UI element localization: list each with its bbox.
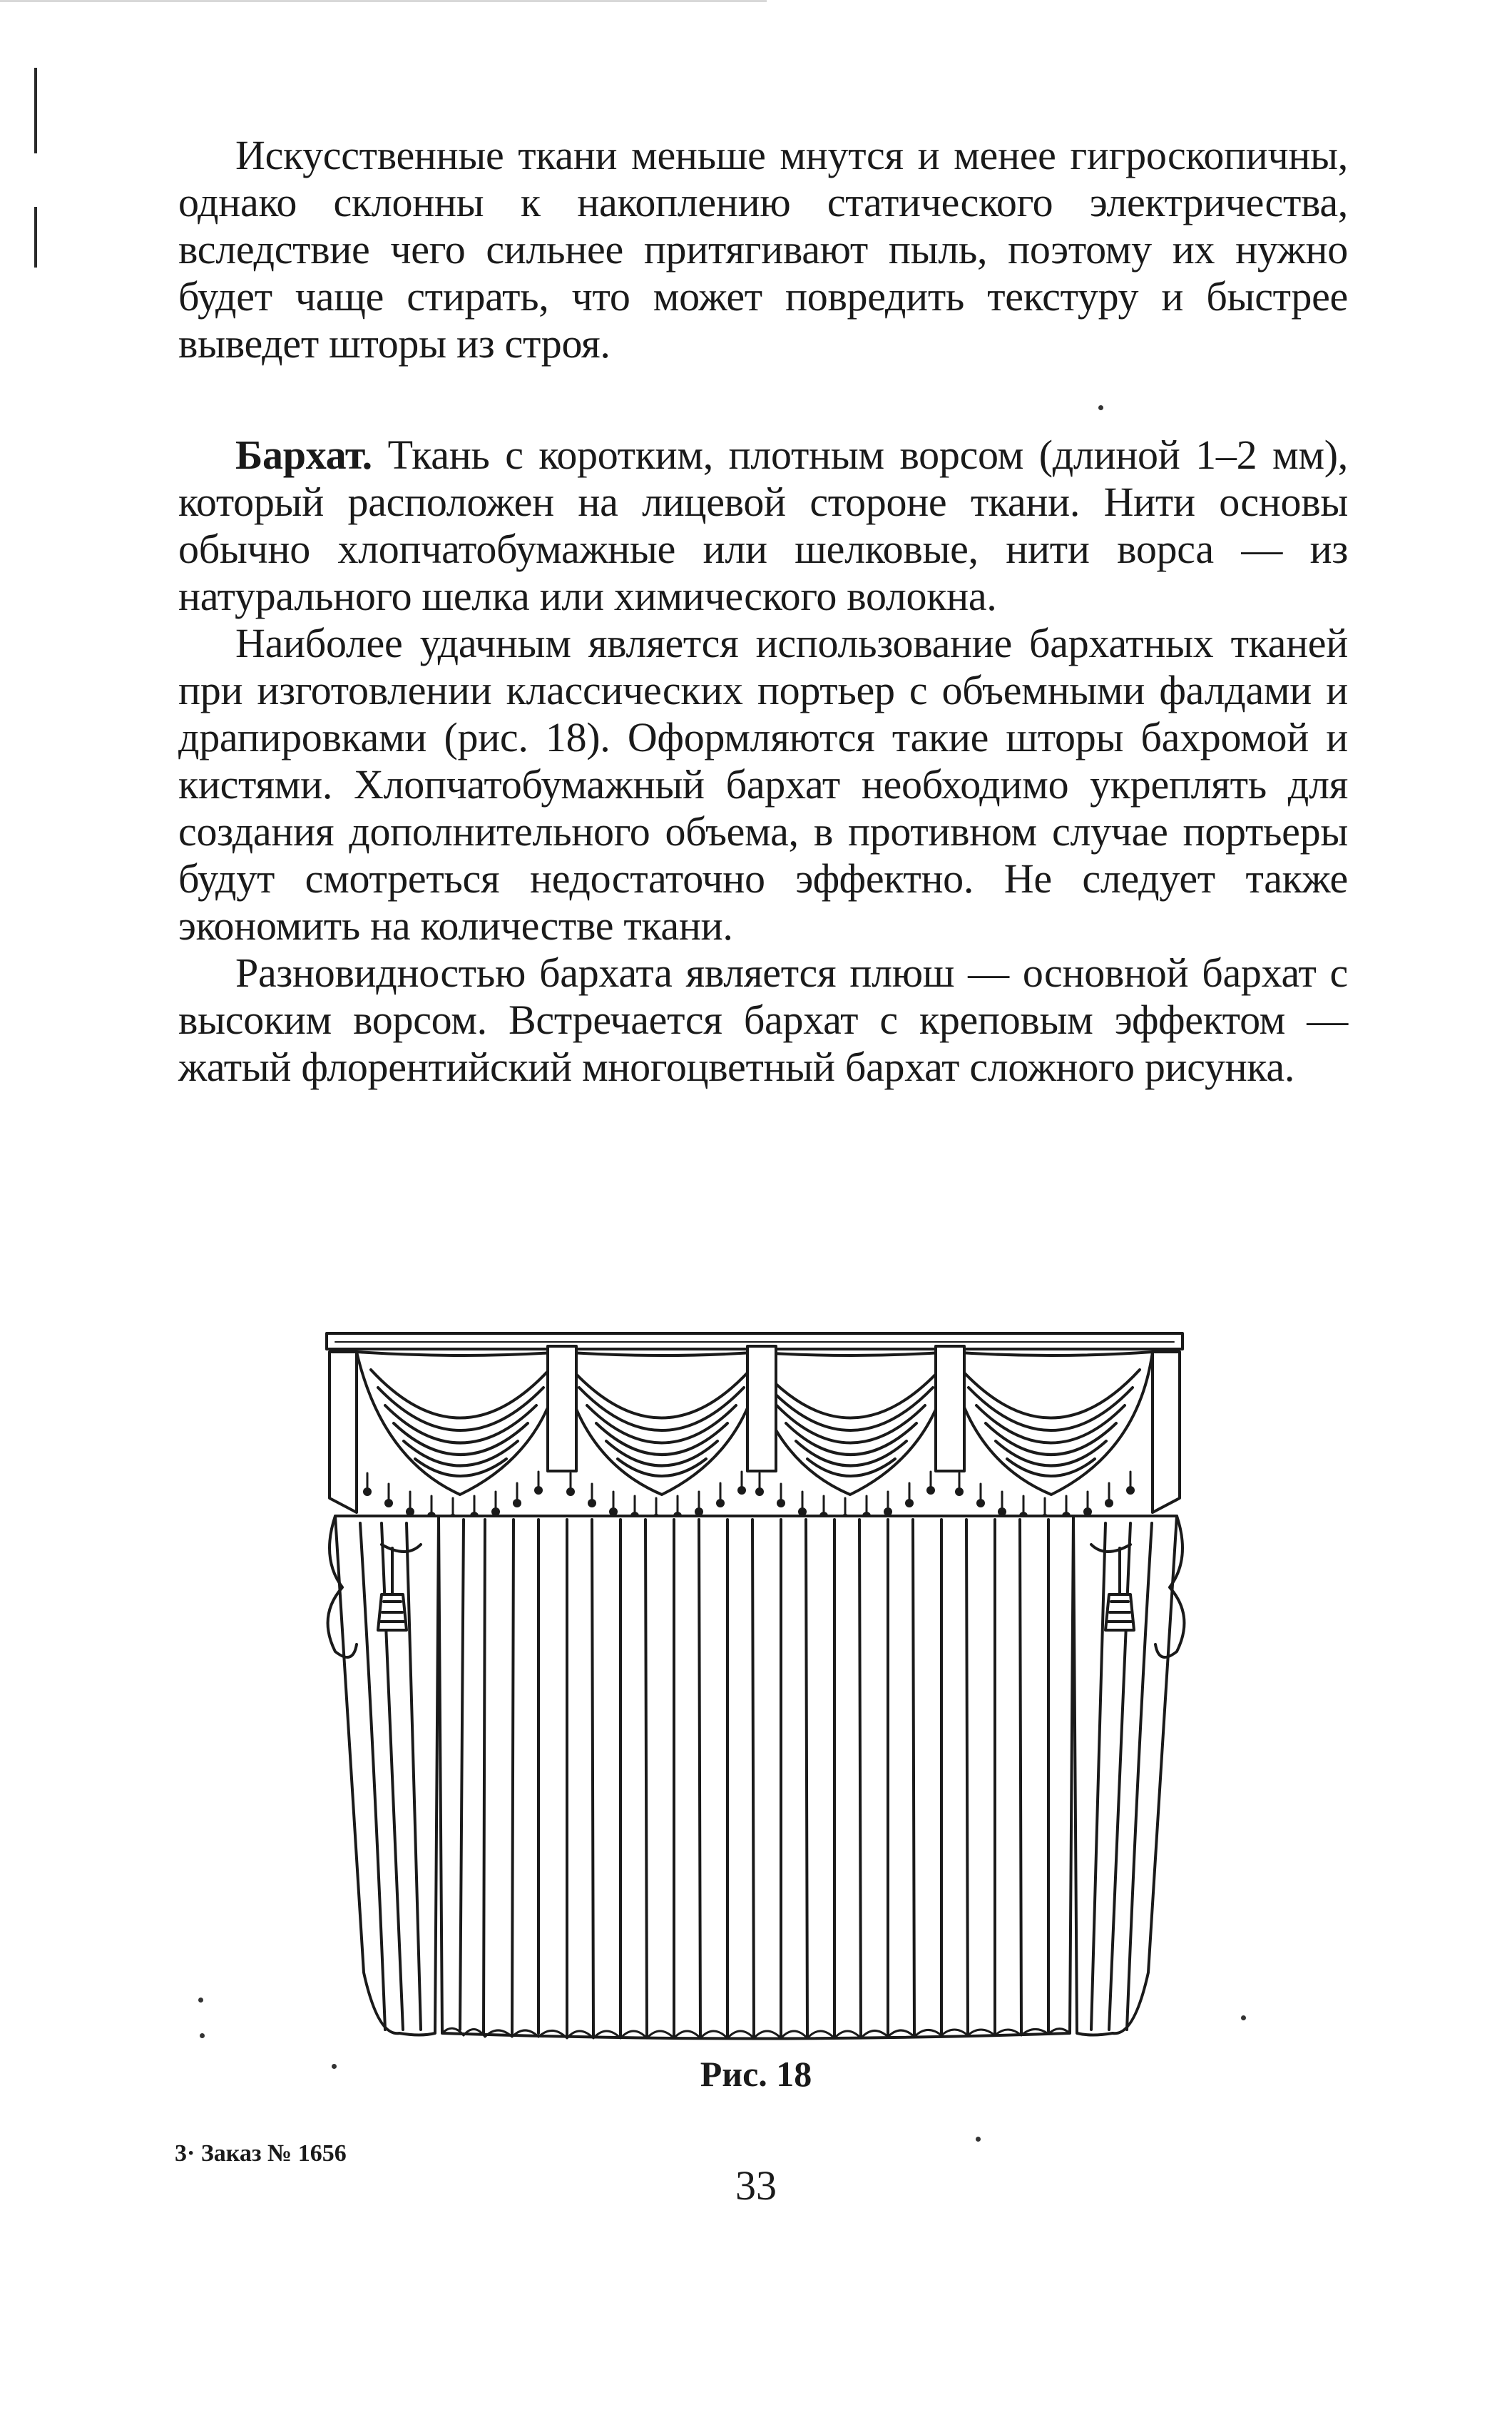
swag-left — [357, 1352, 563, 1495]
figure-caption: Рис. 18 — [700, 2054, 812, 2094]
term-velvet: Бархат. — [235, 432, 372, 478]
swag-middle-right — [749, 1352, 952, 1495]
jabot — [747, 1346, 776, 1471]
scan-top-edge — [0, 0, 767, 2]
print-order-note: 3· Заказ № 1656 — [175, 2140, 347, 2167]
scan-speck — [200, 2033, 205, 2038]
paragraph-text: Искусственные ткани меньше мнутся и менее гигроскопичны, однако склонны к накоплению статического электричества, вследствие чего сильнее притягивают пыль, поэтому их нужно будет чаще стирать, что может повредить текстуру и быстрее выведет шторы из строя. — [178, 132, 1348, 367]
paragraph-text: Ткань с коротким, плотным ворсом (длиной 1–2 мм), который расположен на лицевой стороне ткани. Нити основы обычно хлопчатобумажные или шелковые, нити ворса — из натурального шелка или химического волокна. — [178, 432, 1348, 619]
page-number: 33 — [735, 2162, 777, 2209]
jabot — [936, 1346, 964, 1471]
scan-speck — [332, 2064, 337, 2069]
margin-mark — [34, 68, 37, 153]
paragraph-velvet-definition — [178, 432, 1348, 620]
paragraph-velvet-usage: Наиболее удачным является использование бархатных тканей при изготовлении классических портьер с объемными фалдами и драпировками (рис. 18). Оформляются такие шторы бахромой и кистями. Хлопчатобумажный бархат необходимо укреплять для создания дополнительного объема, в противном случае портьеры будут смотреться недостаточно эффектно. Не следует также экономить на количестве ткани. — [178, 620, 1348, 949]
curtain-illustration — [314, 1330, 1198, 2051]
valance-tail-left — [330, 1352, 357, 1512]
swag-right — [949, 1352, 1153, 1495]
margin-mark — [34, 207, 37, 268]
scan-speck — [198, 1998, 203, 2003]
center-panel-folds — [439, 1516, 1073, 2039]
jabot — [548, 1346, 576, 1471]
valance-tail-right — [1153, 1352, 1180, 1512]
scan-speck — [976, 2137, 981, 2142]
paragraph-synthetic-fabrics — [178, 132, 1348, 367]
velvet-section — [178, 432, 1348, 1091]
paragraph-velvet-varieties: Разновидностью бархата является плюш — основной бархат с высоким ворсом. Встречается бархат с креповым эффектом — жатый флорентийский многоцветный бархат сложного рисунка. — [178, 950, 1348, 1090]
scan-speck — [1241, 2015, 1246, 2020]
scan-speck — [1098, 405, 1103, 410]
swag-middle-left — [560, 1352, 763, 1495]
